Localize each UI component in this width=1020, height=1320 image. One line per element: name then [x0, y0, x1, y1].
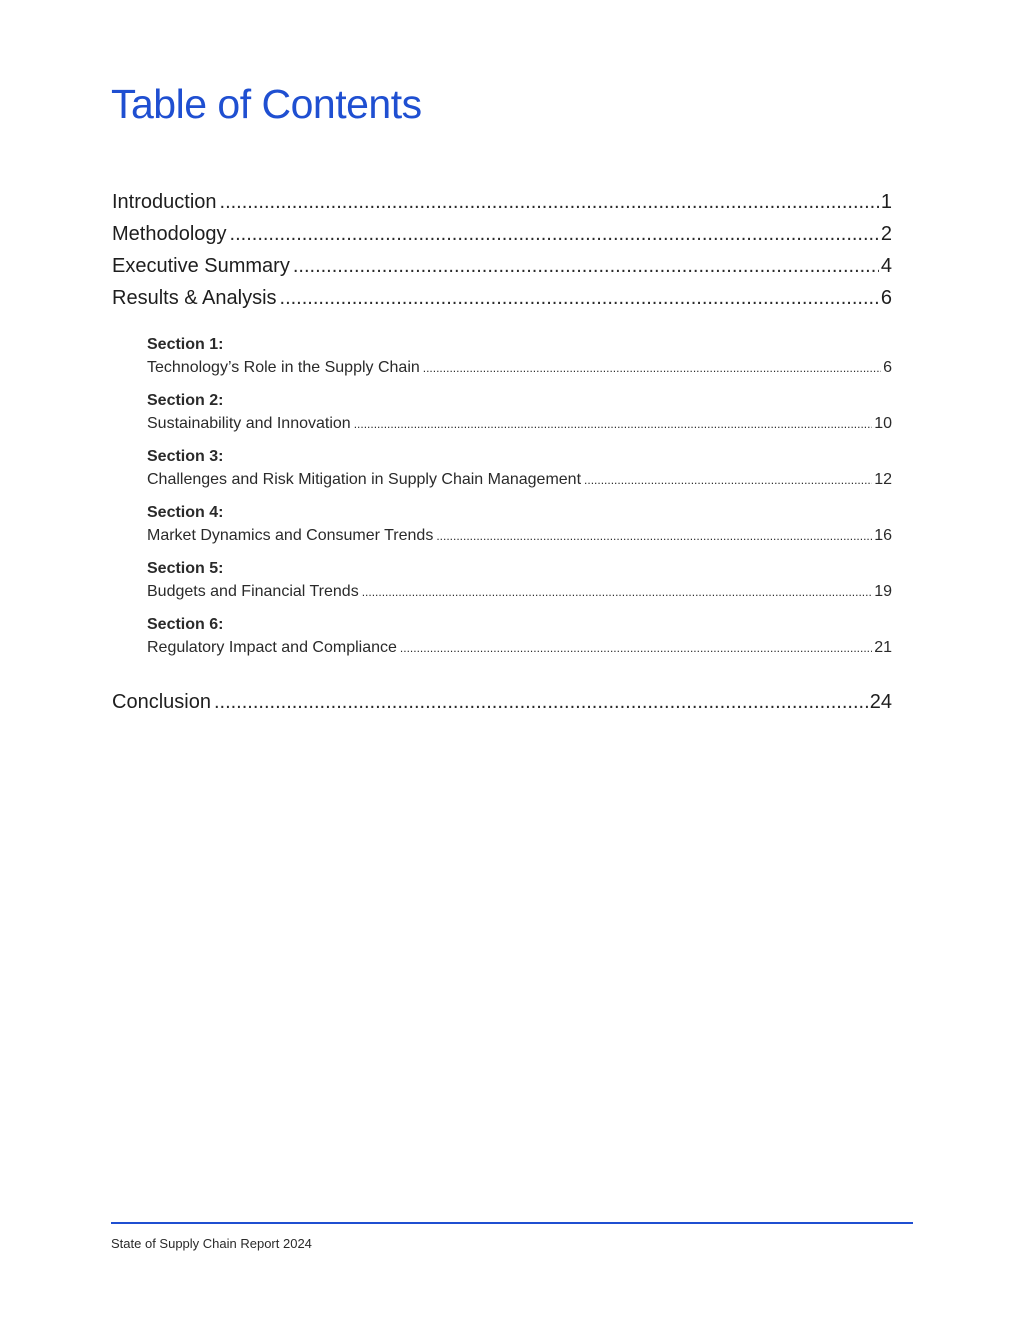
section-page: 21: [874, 639, 892, 656]
toc-entry-executive-summary[interactable]: [112, 250, 892, 282]
dot-leader: [584, 469, 872, 492]
section-entries: [112, 334, 892, 660]
section-page: 6: [883, 359, 892, 376]
toc-entry-introduction[interactable]: [112, 186, 892, 218]
toc-section-3[interactable]: [147, 446, 892, 492]
toc-section-1[interactable]: [147, 334, 892, 380]
page-title: Table of Contents: [111, 81, 422, 127]
footer-text: State of Supply Chain Report 2024: [111, 1236, 312, 1251]
dot-leader: [280, 282, 879, 314]
main-entries: [112, 186, 892, 314]
toc-entry-methodology[interactable]: [112, 218, 892, 250]
footer-divider: [111, 1222, 913, 1224]
dot-leader: [423, 357, 881, 380]
section-heading: Section 5:: [147, 560, 224, 577]
toc-entry-page: 6: [880, 287, 892, 309]
dot-leader: [293, 250, 879, 282]
section-heading: Section 1:: [147, 336, 224, 353]
table-of-contents: [112, 186, 892, 718]
dot-leader: [362, 581, 873, 604]
section-line: [147, 524, 892, 548]
section-label: Technology’s Role in the Supply Chain: [147, 359, 420, 376]
section-label: Sustainability and Innovation: [147, 415, 351, 432]
section-label: Budgets and Financial Trends: [147, 583, 359, 600]
toc-entry-conclusion[interactable]: [112, 686, 892, 718]
toc-entry-page: 24: [869, 691, 892, 713]
dot-leader: [436, 525, 872, 548]
toc-section-6[interactable]: [147, 614, 892, 660]
toc-entry-page: 2: [880, 223, 892, 245]
toc-entry-label: Results & Analysis: [112, 287, 277, 309]
toc-entry-label: Methodology: [112, 223, 227, 245]
dot-leader: [230, 218, 879, 250]
section-page: 19: [874, 583, 892, 600]
section-page: 16: [874, 527, 892, 544]
section-label: Regulatory Impact and Compliance: [147, 639, 397, 656]
section-line: [147, 636, 892, 660]
section-line: [147, 468, 892, 492]
section-heading: Section 6:: [147, 616, 224, 633]
toc-entry-label: Conclusion: [112, 691, 211, 713]
section-line: [147, 412, 892, 436]
toc-entry-page: 4: [880, 255, 892, 277]
section-page: 12: [874, 471, 892, 488]
dot-leader: [400, 637, 872, 660]
toc-entry-label: Introduction: [112, 191, 217, 213]
toc-section-4[interactable]: [147, 502, 892, 548]
toc-entry-label: Executive Summary: [112, 255, 290, 277]
dot-leader: [354, 413, 873, 436]
toc-section-5[interactable]: [147, 558, 892, 604]
dot-leader: [220, 186, 879, 218]
toc-entry-results-analysis[interactable]: [112, 282, 892, 314]
section-line: [147, 580, 892, 604]
dot-leader: [214, 686, 868, 718]
section-heading: Section 4:: [147, 504, 224, 521]
section-line: [147, 356, 892, 380]
section-heading: Section 3:: [147, 448, 224, 465]
section-label: Market Dynamics and Consumer Trends: [147, 527, 434, 544]
section-heading: Section 2:: [147, 392, 224, 409]
toc-entry-page: 1: [880, 191, 892, 213]
section-label: Challenges and Risk Mitigation in Supply Chain Management: [147, 471, 582, 488]
section-page: 10: [874, 415, 892, 432]
toc-section-2[interactable]: [147, 390, 892, 436]
